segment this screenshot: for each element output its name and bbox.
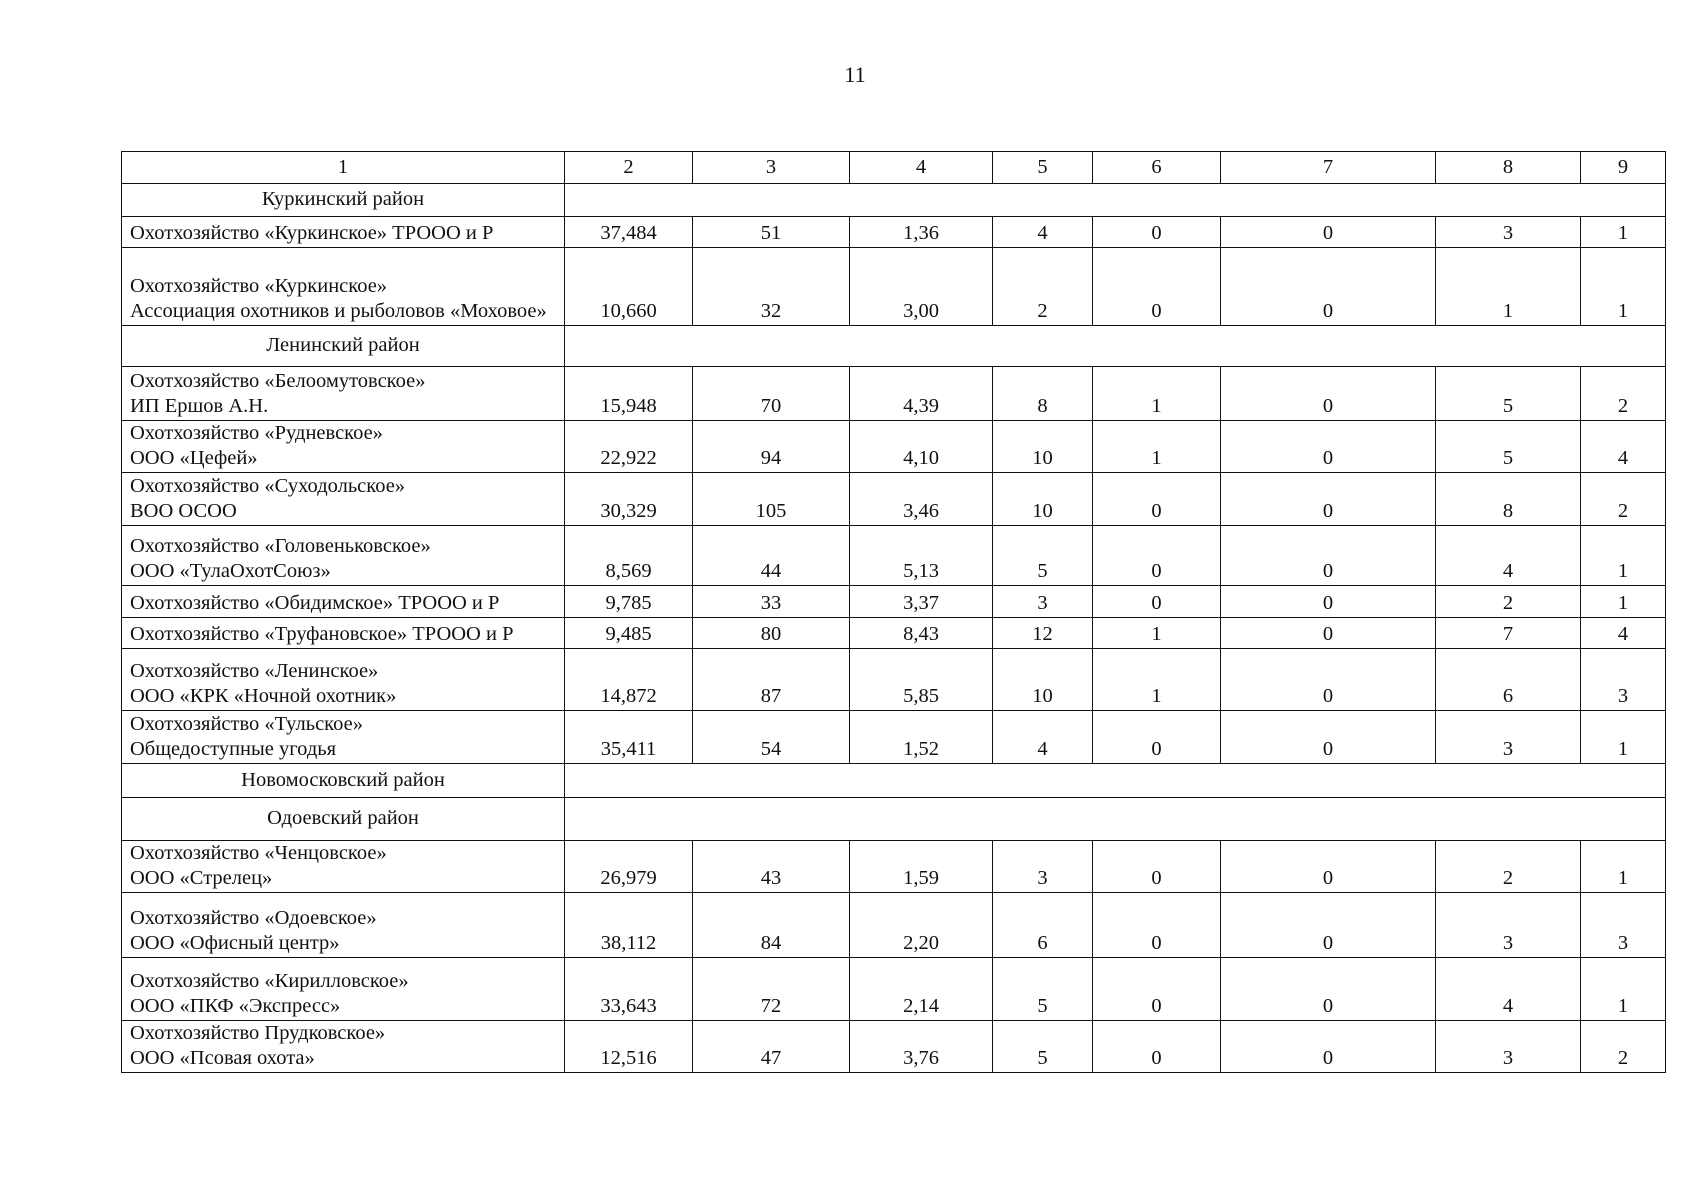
page-number: 11 xyxy=(844,62,866,87)
name-line: Охотхозяйство «Ченцовское» xyxy=(130,842,387,864)
district-empty-cell xyxy=(565,184,1666,217)
value-cell: 3,00 xyxy=(850,248,993,326)
hunting-ground-name xyxy=(122,586,565,618)
value-cell: 47 xyxy=(693,1021,850,1073)
district-name: Ленинский район xyxy=(122,326,565,367)
value-cell: 35,411 xyxy=(565,711,693,764)
district-row xyxy=(122,326,1666,367)
value-cell: 1 xyxy=(1093,618,1221,649)
value-cell: 0 xyxy=(1221,618,1436,649)
value-cell: 1 xyxy=(1581,958,1666,1021)
table-row xyxy=(122,618,1666,649)
column-header: 1 xyxy=(122,152,565,184)
district-name: Куркинский район xyxy=(122,184,565,217)
name-line: Охотхозяйство «Головеньковское» xyxy=(130,535,431,557)
value-cell: 4 xyxy=(1436,526,1581,586)
value-cell: 2 xyxy=(1581,473,1666,526)
value-cell: 70 xyxy=(693,367,850,421)
hunting-ground-name xyxy=(122,1021,565,1073)
name-line: Охотхозяйство «Суходольское» xyxy=(130,475,406,497)
value-cell: 6 xyxy=(1436,649,1581,711)
value-cell: 3 xyxy=(1436,711,1581,764)
name-line: ООО «Стрелец» xyxy=(130,867,273,889)
value-cell: 1 xyxy=(1581,248,1666,326)
table-row xyxy=(122,421,1666,473)
value-cell: 3 xyxy=(1436,893,1581,958)
value-cell: 51 xyxy=(693,217,850,248)
hunting-ground-name xyxy=(122,421,565,473)
value-cell: 0 xyxy=(1221,958,1436,1021)
value-cell: 12 xyxy=(993,618,1093,649)
district-name: Одоевский район xyxy=(122,798,565,841)
name-line: ООО «Цефей» xyxy=(130,447,258,469)
column-header: 4 xyxy=(850,152,993,184)
name-line: ООО «ПКФ «Экспресс» xyxy=(130,995,341,1017)
name-line: Охотхозяйство «Обидимское» ТРООО и Р xyxy=(130,592,500,614)
value-cell: 2 xyxy=(1436,841,1581,893)
table-row xyxy=(122,367,1666,421)
value-cell: 2 xyxy=(1581,367,1666,421)
district-empty-cell xyxy=(565,764,1666,798)
value-cell: 0 xyxy=(1221,473,1436,526)
value-cell: 105 xyxy=(693,473,850,526)
hunting-ground-name xyxy=(122,473,565,526)
value-cell: 1,36 xyxy=(850,217,993,248)
value-cell: 0 xyxy=(1221,526,1436,586)
value-cell: 0 xyxy=(1221,248,1436,326)
table-row xyxy=(122,586,1666,618)
name-line: Охотхозяйство Прудковское» xyxy=(130,1022,386,1044)
value-cell: 5 xyxy=(1436,367,1581,421)
column-header: 2 xyxy=(565,152,693,184)
value-cell: 5,85 xyxy=(850,649,993,711)
column-header: 9 xyxy=(1581,152,1666,184)
table-row xyxy=(122,217,1666,248)
name-line: Охотхозяйство «Одоевское» xyxy=(130,907,377,929)
value-cell: 0 xyxy=(1221,217,1436,248)
table-row xyxy=(122,841,1666,893)
district-empty-cell xyxy=(565,326,1666,367)
hunting-ground-name xyxy=(122,893,565,958)
value-cell: 9,485 xyxy=(565,618,693,649)
value-cell: 12,516 xyxy=(565,1021,693,1073)
name-line: Охотхозяйство «Тульское» xyxy=(130,713,363,735)
column-header: 3 xyxy=(693,152,850,184)
table-row xyxy=(122,649,1666,711)
table-row xyxy=(122,473,1666,526)
value-cell: 0 xyxy=(1093,958,1221,1021)
name-line: Общедоступные угодья xyxy=(130,738,337,760)
value-cell: 4 xyxy=(1581,421,1666,473)
name-line: Охотхозяйство «Рудневское» xyxy=(130,422,383,444)
value-cell: 8 xyxy=(1436,473,1581,526)
hunting-ground-name xyxy=(122,711,565,764)
value-cell: 3 xyxy=(1436,217,1581,248)
table-row xyxy=(122,248,1666,326)
value-cell: 10,660 xyxy=(565,248,693,326)
name-line: ИП Ершов А.Н. xyxy=(130,395,269,417)
value-cell: 43 xyxy=(693,841,850,893)
value-cell: 0 xyxy=(1221,367,1436,421)
value-cell: 0 xyxy=(1221,841,1436,893)
value-cell: 1 xyxy=(1093,649,1221,711)
name-line: Охотхозяйство «Ленинское» xyxy=(130,660,379,682)
value-cell: 37,484 xyxy=(565,217,693,248)
name-line: Охотхозяйство «Куркинское» xyxy=(130,275,388,297)
value-cell: 2 xyxy=(1581,1021,1666,1073)
value-cell: 3 xyxy=(1581,649,1666,711)
value-cell: 2 xyxy=(1436,586,1581,618)
value-cell: 54 xyxy=(693,711,850,764)
value-cell: 2,14 xyxy=(850,958,993,1021)
value-cell: 33,643 xyxy=(565,958,693,1021)
value-cell: 1,59 xyxy=(850,841,993,893)
value-cell: 0 xyxy=(1093,893,1221,958)
value-cell: 0 xyxy=(1093,473,1221,526)
name-line: Охотхозяйство «Труфановское» ТРООО и Р xyxy=(130,623,514,645)
value-cell: 0 xyxy=(1093,526,1221,586)
column-header: 5 xyxy=(993,152,1093,184)
value-cell: 14,872 xyxy=(565,649,693,711)
value-cell: 3 xyxy=(1436,1021,1581,1073)
hunting-ground-name xyxy=(122,841,565,893)
value-cell: 5,13 xyxy=(850,526,993,586)
value-cell: 10 xyxy=(993,421,1093,473)
name-line: ООО «ТулаОхотСоюз» xyxy=(130,560,331,582)
table-row xyxy=(122,893,1666,958)
value-cell: 1 xyxy=(1093,367,1221,421)
name-line: Охотхозяйство «Белоомутовское» xyxy=(130,370,426,392)
district-name: Новомосковский район xyxy=(122,764,565,798)
value-cell: 1 xyxy=(1581,526,1666,586)
value-cell: 1 xyxy=(1581,711,1666,764)
value-cell: 0 xyxy=(1093,586,1221,618)
district-empty-cell xyxy=(565,798,1666,841)
hunting-ground-name xyxy=(122,649,565,711)
value-cell: 0 xyxy=(1221,421,1436,473)
value-cell: 5 xyxy=(993,1021,1093,1073)
district-row xyxy=(122,764,1666,798)
value-cell: 33 xyxy=(693,586,850,618)
value-cell: 1,52 xyxy=(850,711,993,764)
column-number-row xyxy=(122,152,1666,184)
value-cell: 1 xyxy=(1581,841,1666,893)
value-cell: 4,39 xyxy=(850,367,993,421)
value-cell: 1 xyxy=(1581,217,1666,248)
column-header: 8 xyxy=(1436,152,1581,184)
value-cell: 38,112 xyxy=(565,893,693,958)
value-cell: 3,76 xyxy=(850,1021,993,1073)
value-cell: 3,46 xyxy=(850,473,993,526)
value-cell: 1 xyxy=(1581,586,1666,618)
value-cell: 0 xyxy=(1093,217,1221,248)
value-cell: 0 xyxy=(1093,1021,1221,1073)
value-cell: 15,948 xyxy=(565,367,693,421)
value-cell: 94 xyxy=(693,421,850,473)
hunting-ground-name xyxy=(122,367,565,421)
name-line: ООО «Псовая охота» xyxy=(130,1047,315,1069)
name-line: Охотхозяйство «Куркинское» ТРООО и Р xyxy=(130,222,494,244)
district-row xyxy=(122,184,1666,217)
value-cell: 5 xyxy=(1436,421,1581,473)
value-cell: 3 xyxy=(993,841,1093,893)
value-cell: 8 xyxy=(993,367,1093,421)
value-cell: 2,20 xyxy=(850,893,993,958)
value-cell: 26,979 xyxy=(565,841,693,893)
value-cell: 30,329 xyxy=(565,473,693,526)
value-cell: 4 xyxy=(1436,958,1581,1021)
value-cell: 8,569 xyxy=(565,526,693,586)
name-line: ООО «Офисный центр» xyxy=(130,932,340,954)
value-cell: 8,43 xyxy=(850,618,993,649)
value-cell: 4 xyxy=(993,217,1093,248)
value-cell: 1 xyxy=(1093,421,1221,473)
hunting-ground-name xyxy=(122,248,565,326)
value-cell: 10 xyxy=(993,649,1093,711)
value-cell: 4,10 xyxy=(850,421,993,473)
table-row xyxy=(122,711,1666,764)
table-row xyxy=(122,958,1666,1021)
value-cell: 2 xyxy=(993,248,1093,326)
value-cell: 7 xyxy=(1436,618,1581,649)
value-cell: 5 xyxy=(993,958,1093,1021)
hunting-grounds-table xyxy=(121,151,1666,1073)
value-cell: 0 xyxy=(1221,1021,1436,1073)
name-line: ВОО ОСОО xyxy=(130,500,237,522)
hunting-ground-name xyxy=(122,217,565,248)
value-cell: 22,922 xyxy=(565,421,693,473)
value-cell: 10 xyxy=(993,473,1093,526)
value-cell: 4 xyxy=(993,711,1093,764)
name-line: ООО «КРК «Ночной охотник» xyxy=(130,685,397,707)
value-cell: 72 xyxy=(693,958,850,1021)
value-cell: 32 xyxy=(693,248,850,326)
hunting-ground-name xyxy=(122,526,565,586)
district-row xyxy=(122,798,1666,841)
name-line: Охотхозяйство «Кирилловское» xyxy=(130,970,409,992)
value-cell: 1 xyxy=(1436,248,1581,326)
value-cell: 5 xyxy=(993,526,1093,586)
table-row xyxy=(122,1021,1666,1073)
value-cell: 4 xyxy=(1581,618,1666,649)
value-cell: 0 xyxy=(1093,711,1221,764)
hunting-ground-name xyxy=(122,958,565,1021)
value-cell: 44 xyxy=(693,526,850,586)
value-cell: 0 xyxy=(1221,711,1436,764)
value-cell: 0 xyxy=(1221,649,1436,711)
value-cell: 87 xyxy=(693,649,850,711)
column-header: 7 xyxy=(1221,152,1436,184)
value-cell: 3 xyxy=(1581,893,1666,958)
value-cell: 80 xyxy=(693,618,850,649)
value-cell: 0 xyxy=(1221,586,1436,618)
hunting-ground-name xyxy=(122,618,565,649)
value-cell: 3,37 xyxy=(850,586,993,618)
table-row xyxy=(122,526,1666,586)
value-cell: 0 xyxy=(1221,893,1436,958)
value-cell: 3 xyxy=(993,586,1093,618)
value-cell: 0 xyxy=(1093,841,1221,893)
column-header: 6 xyxy=(1093,152,1221,184)
value-cell: 6 xyxy=(993,893,1093,958)
value-cell: 84 xyxy=(693,893,850,958)
value-cell: 9,785 xyxy=(565,586,693,618)
value-cell: 0 xyxy=(1093,248,1221,326)
name-line: Ассоциация охотников и рыболовов «Моховое» xyxy=(130,300,547,322)
